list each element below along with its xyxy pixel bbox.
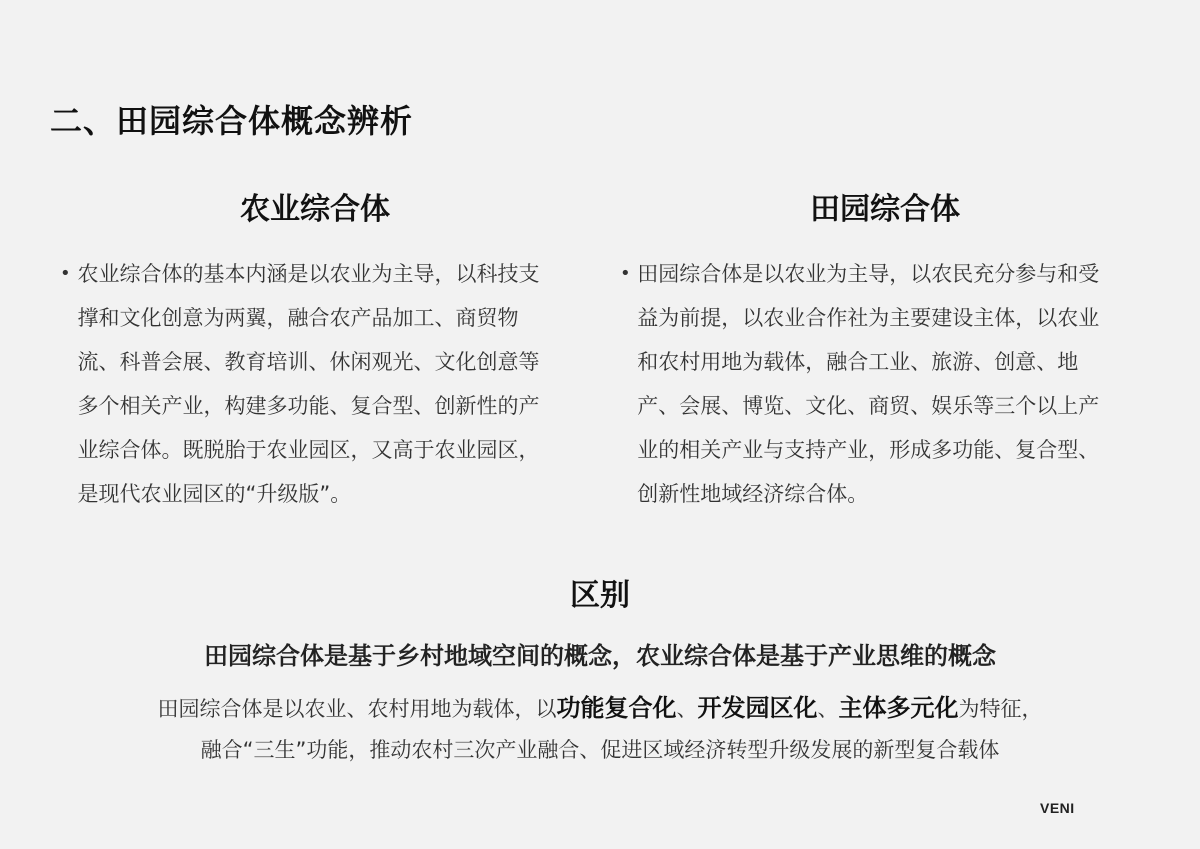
agri-complex-heading: 农业综合体 — [240, 192, 390, 227]
difference-heading: 区别 — [570, 578, 630, 613]
feature-diverse-subjects: 主体多元化 — [838, 694, 959, 722]
agri-complex-section — [60, 188, 560, 516]
bullet-icon: • — [620, 263, 631, 284]
agri-complex-bullet — [60, 252, 560, 516]
separator: 、 — [676, 697, 698, 721]
brand-logo: VENI — [1040, 800, 1075, 816]
pastoral-complex-section — [620, 188, 1120, 516]
separator: 、 — [817, 697, 839, 721]
page-title: 二、田园综合体概念辨析 — [50, 102, 414, 140]
agri-complex-description: 农业综合体的基本内涵是以农业为主导，以科技支撑和文化创意为两翼，融合农产品加工、商贸物流、科普会展、教育培训、休闲观光、文化创意等多个相关产业，构建多功能、复合型、创新性的产业综合体。既脱胎于农业园区，又高于农业园区，是现代农业园区的“升级版”。 — [77, 262, 540, 506]
feature-park-development: 开发园区化 — [697, 694, 818, 722]
pastoral-complex-bullet — [620, 252, 1120, 516]
pastoral-complex-heading: 田园综合体 — [810, 192, 960, 227]
pastoral-complex-description: 田园综合体是以农业为主导，以农民充分参与和受益为前提，以农业合作社为主要建设主体，以农业和农村用地为载体，融合工业、旅游、创意、地产、会展、博览、文化、商贸、娱乐等三个以上产业的相关产业与支持产业，形成多功能、复合型、创新性地域经济综合体。 — [637, 262, 1100, 506]
bullet-icon: • — [60, 263, 71, 284]
feature-function-composite: 功能复合化 — [556, 694, 677, 722]
difference-line-1 — [0, 688, 1200, 723]
difference-subtitle: 田园综合体是基于乡村地域空间的概念，农业综合体是基于产业思维的概念 — [204, 642, 996, 670]
difference-line-2: 融合“三生”功能，推动农村三次产业融合、促进区域经济转型升级发展的新型复合载体 — [200, 738, 1000, 762]
difference-line-1-text: 田园综合体是以农业、农村用地为载体，以 — [157, 697, 557, 721]
difference-line-1-end: 为特征， — [958, 697, 1043, 721]
